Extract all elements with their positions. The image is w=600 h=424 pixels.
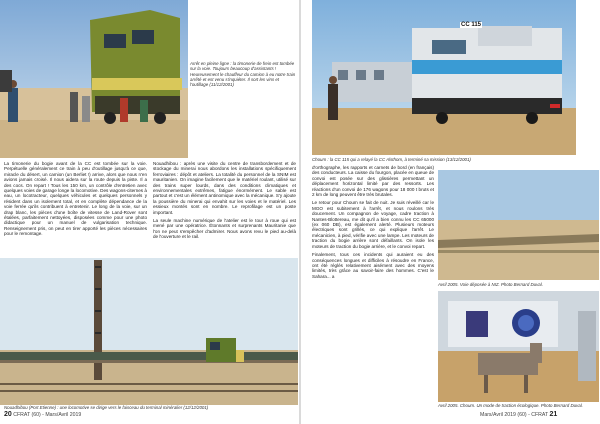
loco-number-plate: CC 115: [461, 22, 482, 28]
page-gutter: [299, 0, 301, 424]
caption-donkey-cart: Avril 2005. Choum. Un mode de traction écologique. Photo Bernard Duval.: [438, 403, 583, 408]
article-column-2: [153, 161, 296, 243]
page-number: 21: [549, 411, 558, 418]
page-number: 20: [4, 411, 12, 418]
photo-donkey-cart: [438, 291, 599, 402]
article-paragraph: Le retour pour Choum se fait de nuit. Je suis réveillé car le MGO est subitement à l'arrêt, et nous roulons très doucement. Un compagnon de voyage, cadre traction à Nantes-Blottereau, me dit qu'il a bien connu les CC 65000 (ex 060 DB), est également alerté. Plusieurs moteurs électriques sont grillés, ce qui explique l'arrêt. Le mécanicien, à pied, vérifie avec une lampe. Les moteurs de traction du bogie arrière sont défaillants. On isole les moteurs de traction du bogie arrière, et le convoi repart.: [312, 200, 434, 249]
article-column-3: [312, 165, 434, 282]
footer-left: [4, 411, 81, 418]
article-paragraph: d'orthographe, les rapports et carnets de bord (en français) des conducteurs. La caisse du fourgon, placée en queue de convoi est posée sur des glissières permettant un déplacement horizontal limité par des ressorts. Les réactions d'un convoi de 176 wagons pour 18 000 t bruts et 2 km de long peuvent être très brutales.: [312, 165, 434, 198]
photo-track-removed: [438, 170, 599, 280]
article-paragraph: La timonerie du bogie avant de la CC est tombée sur la voie. Perpétuelle généralement ce train à peu d'outillage jusqu'à ce que, miracle du désert, un camion (un Berliet !) arrive, alors que nous n'en avions jamais croisé. Il nous aidera sur la route depuis la piste. Il a des cocs. On repart ! Tous les 150 km, un contrôle d'entretien avec quelques voies de garage longe la locomotive. Des wagons-citernes à eau, un locotracteur, quelques véhicules et quelques personnels y résident dans un isolement total, et en complète dépendance de la voie ferrée qu'ils contribuent à entretenir. Le long de la voie, sur un drap blanc, les pièces d'une boîte de vitesse de Land-Rover sont étalées, parfaitement nettoyées, disposées comme pour une photo didactique pour un manuel de vulgarisation technique. Renseignement pris, on peut en tirer apporté les pièces nécessaires pour le remontage.: [4, 161, 147, 237]
magazine-name: (60) - CFRAT: [517, 412, 549, 418]
caption-choum: Choum : la CC 115 qui a relayé la CC Alsthom, à terminé sa mission (13/12/2001): [312, 157, 471, 162]
article-paragraph: Nouadhibou : après une visite du centre de transbordement et de stockage du minerai nous abordons les installations spécifiquement ferroviaires : dépôt et ateliers. La totalité du personnel de la SNIM est mauritanien. On imagine facilement que le matériel roulant, utilisé sur des trains super lourds, dans des conditions climatiques et environnementales extrêmes, fatigue énormément. Le sable est partout et c'est un élément antinomique avec la mécanique. S'y ajoute la poussière du minerai qui envahit sur les voies et le matériel. Les essieux montés sont en nombre. Le reprofilage est un poste important.: [153, 161, 296, 215]
article-column-1: [4, 161, 147, 240]
footer-right: [480, 411, 557, 418]
caption-nouadhibou: Nouadhibou (Port Etienne) : une locomotive se dirige vers le faisceau du terminal minéralier (12/12/2001): [4, 405, 209, 410]
caption-breakdown: Arrêt en pleine ligne : la timonerie de frein est tombée sur la voie. Toujours beaucoup d'assistants ! Heureusement le chauffeur du camion à eu notre train arrêté et est venu s'inquiéter. Il sort les vins et l'outillage (11/12/2001): [190, 61, 296, 88]
article-paragraph: La seule machine numérique de l'atelier est le tour à roue qui est mené par une opératrice. Étonnants et surprenants Mauritanie que l'on ne peut s'empêcher d'admirer. Nous avons revu le pied au-delà de l'ouverture et le rail.: [153, 218, 296, 240]
issue-info: (60) - Mars/Avril 2019: [31, 412, 82, 418]
caption-track-removed: Avril 2005. Voie déposée à NIZ. Photo Bernard Duval.: [438, 282, 543, 287]
magazine-name: CFRAT: [13, 412, 31, 418]
photo-choum-cc115: [312, 0, 576, 155]
photo-nouadhibou-terminal: [0, 258, 298, 405]
article-paragraph: Finalement, tous ces incidents qui auraient eu des conséquences longues et difficiles à résoudre en France, ont été réglés relativement aisément avec des moyens limités, très grâce au savoir-faire des hommes. C'est le Sahara... a: [312, 252, 434, 279]
photo-desert-locomotive-breakdown: [0, 0, 188, 158]
issue-info: Mars/Avril 2019: [480, 412, 516, 418]
